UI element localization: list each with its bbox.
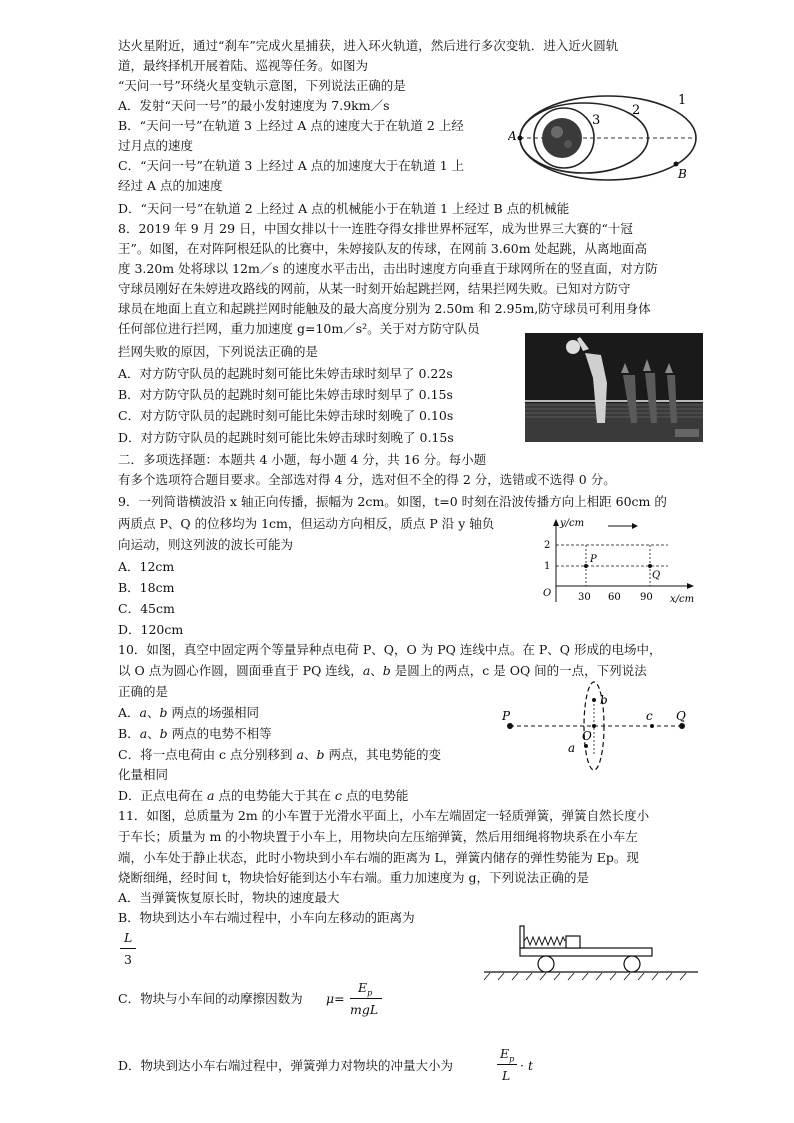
label-b: b xyxy=(600,693,608,707)
q7-line3: “天问一号”环绕火星变轨示意图，下列说法正确的是 xyxy=(118,78,406,93)
q11-option-b: B．物块到达小车右端过程中，小车向左移动的距离为 xyxy=(118,910,415,925)
q10-option-b: B．a、b 两点的电势不相等 xyxy=(118,726,272,741)
x-axis-label: x/cm xyxy=(670,594,695,605)
q11-line2: 于车长；质量为 m 的小物块置于小车上，用物块向左压缩弹簧，然后用细绳将物块系在小车左 xyxy=(118,829,638,844)
q11-line4: 烧断细绳，经时间 t，物块恰好能到达小车右端。重力加速度为 g，下列说法正确的是 xyxy=(118,870,589,885)
q11-d-fraction-bar xyxy=(497,1064,517,1065)
label-c: c xyxy=(646,709,653,723)
q7-option-b-line1: B．“天问一号”在轨道 3 上经过 A 点的速度大于在轨道 2 上经 xyxy=(118,118,464,133)
label-q: Q xyxy=(652,570,661,581)
q8-option-b: B．对方防守队员的起跳时刻可能比朱婷击球时刻早了 0.15s xyxy=(118,387,453,402)
q11-line3: 端，小车处于静止状态，此时小物块到小车右端的距离为 L，弹簧内储存的弹性势能为 Ep。现 xyxy=(118,850,639,865)
q10-option-a: A．a、b 两点的场强相同 xyxy=(118,705,259,720)
wheel-left xyxy=(538,956,554,972)
q11-b-denominator: 3 xyxy=(124,952,132,967)
cart-wall xyxy=(520,926,524,948)
q8-line6: 任何部位进行拦网，重力加速度 g=10m／s²。关于对方防守队员 xyxy=(118,321,480,336)
label-b: B xyxy=(678,167,687,181)
label-p: P xyxy=(502,709,511,723)
q7-line2: 道，最终择机开展着陆、巡视等任务。如图为 xyxy=(118,58,369,73)
orbit-diagram xyxy=(508,92,700,188)
spring xyxy=(524,937,565,945)
q7-option-a: A．发射“天问一号”的最小发射速度为 7.9km／s xyxy=(118,98,390,113)
x-tick-90: 90 xyxy=(640,592,653,603)
q11-b-fraction-bar xyxy=(120,948,136,949)
point-q xyxy=(648,564,652,568)
cart-diagram xyxy=(484,922,698,982)
charge-p xyxy=(507,723,513,729)
q10-option-c-line2: 化量相同 xyxy=(118,767,169,782)
q10-line2: 以 O 点为圆心作圆，圆面垂直于 PQ 连线，a、b 是圆上的两点，c 是 OQ 间的一点，下列说法 xyxy=(118,663,647,678)
q10-option-c-line1: C．将一点电荷由 c 点分别移到 a、b 两点，其电势能的变 xyxy=(118,747,441,762)
label-orbit-3: 3 xyxy=(592,113,601,128)
y-tick-1: 1 xyxy=(544,561,551,572)
q10-line3: 正确的是 xyxy=(118,684,169,699)
origin-label: O xyxy=(543,588,552,599)
q8-line5: 球员在地面上直立和起跳拦网时能触及的最大高度分别为 2.50m 和 2.95m,防守球员可利用身体 xyxy=(118,301,651,316)
q8-line1: 8．2019 年 9 月 29 日，中国女排以十一连胜夺得女排世界杯冠军，成为世界三大赛的“十冠 xyxy=(118,221,633,236)
label-p: P xyxy=(590,554,597,565)
q11-b-numerator: L xyxy=(124,930,133,945)
point-p xyxy=(584,564,588,568)
x-tick-30: 30 xyxy=(578,592,591,603)
q11-option-d: D．物块到达小车右端过程中，弹簧弹力对物块的冲量大小为 xyxy=(118,1058,454,1073)
q9-option-d: D．120cm xyxy=(118,622,184,637)
label-orbit-1: 1 xyxy=(678,93,687,108)
x-tick-60: 60 xyxy=(608,592,621,603)
q7-line1: 达火星附近，通过“刹车”完成火星捕获，进入环火轨道，然后进行多次变轨．进入近火圆轨 xyxy=(118,38,619,53)
q9-option-c: C．45cm xyxy=(118,601,175,616)
q11-c-mu: μ= xyxy=(326,991,345,1006)
point-b xyxy=(592,698,596,702)
y-tick-2: 2 xyxy=(544,540,551,551)
q9-line3: 向运动，则这列波的波长可能为 xyxy=(118,537,294,552)
q7-option-b-line2: 过月点的速度 xyxy=(118,138,194,153)
volleyball-photo xyxy=(525,333,703,442)
block xyxy=(566,936,580,948)
q8-option-c: C．对方防守队员的起跳时刻可能比朱婷击球时刻晚了 0.10s xyxy=(118,408,454,423)
point-a-dot xyxy=(518,136,523,141)
label-a: A xyxy=(508,129,517,143)
point-b-dot xyxy=(674,162,679,167)
charge-q xyxy=(679,723,685,729)
mars-planet xyxy=(542,118,582,158)
section2-line2: 有多个选项符合题目要求。全部选对得 4 分，选对但不全的得 2 分，选错或不选得 0 分。 xyxy=(118,472,616,487)
q8-line4: 守球员刚好在朱婷进攻路线的网前，从某一时刻开始起跳拦网，结果拦网失败。已知对方防守 xyxy=(118,281,631,296)
q8-option-d: D．对方防守队员的起跳时刻可能比朱婷击球时刻晚了 0.15s xyxy=(118,430,454,445)
label-a: a xyxy=(568,741,576,755)
q11-d-denominator: L xyxy=(502,1068,511,1083)
q10-option-d: D．正点电荷在 a 点的电势能大于其在 c 点的电势能 xyxy=(118,788,409,803)
cart-body xyxy=(520,948,652,956)
q9-line2: 两质点 P、Q 的位移均为 1cm，但运动方向相反，质点 P 沿 y 轴负 xyxy=(118,516,495,531)
q7-option-c-line1: C．“天问一号”在轨道 3 上经过 A 点的加速度大于在轨道 1 上 xyxy=(118,158,465,173)
q10-line1: 10．如图，真空中固定两个等量异种点电荷 P、Q，O 为 PQ 连线中点。在 P、Q 形成的电场中， xyxy=(118,642,662,657)
q8-line2: 王”。如图，在对阵阿根廷队的比赛中，朱婷接队友的传球，在网前 3.60m 处起跳，从离地面高 xyxy=(118,241,648,256)
section2-line1: 二．多项选择题：本题共 4 小题，每小题 4 分，共 16 分。每小题 xyxy=(118,452,487,467)
q11-c-denominator: mgL xyxy=(350,1002,379,1017)
point-c xyxy=(650,724,654,728)
q9-option-a: A．12cm xyxy=(118,559,175,574)
q8-line7: 拦网失败的原因，下列说法正确的是 xyxy=(118,344,319,359)
q9-line1: 9．一列简谐横波沿 x 轴正向传播，振幅为 2cm。如图，t=0 时刻在沿波传播方向上相距 60cm 的 xyxy=(118,494,667,509)
charge-diagram xyxy=(496,680,696,776)
label-orbit-2: 2 xyxy=(632,103,641,118)
q7-option-c-line2: 经过 A 点的加速度 xyxy=(118,178,223,193)
q11-option-a: A．当弹簧恢复原长时，物块的速度最大 xyxy=(118,890,340,905)
q11-c-fraction-bar xyxy=(350,998,382,999)
y-axis-label: y/cm xyxy=(560,518,585,529)
q11-c-numerator: $E_p$ xyxy=(358,980,373,998)
wave-diagram xyxy=(538,516,710,608)
ground-hatch xyxy=(484,973,686,980)
q9-option-b: B．18cm xyxy=(118,580,175,595)
label-q: Q xyxy=(676,709,686,723)
wheel-right xyxy=(624,956,640,972)
point-a xyxy=(584,744,588,748)
q7-option-d: D．“天问一号”在轨道 2 上经过 A 点的机械能小于在轨道 1 上经过 B 点的机械能 xyxy=(118,201,570,216)
q8-line3: 度 3.20m 处将球以 12m／s 的速度水平击出，击出时速度方向垂直于球网所在的竖直面，对方防 xyxy=(118,261,658,276)
q11-d-time: · t xyxy=(520,1058,533,1073)
label-o: O xyxy=(582,729,592,743)
q8-option-a: A．对方防守队员的起跳时刻可能比朱婷击球时刻早了 0.22s xyxy=(118,366,453,381)
q11-option-c: C．物块与小车间的动摩擦因数为 xyxy=(118,991,303,1006)
q11-d-numerator: $E_p$ xyxy=(500,1046,515,1064)
q11-line1: 11．如图，总质量为 2m 的小车置于光滑水平面上，小车左端固定一轻质弹簧，弹簧自然长度小 xyxy=(118,808,650,823)
